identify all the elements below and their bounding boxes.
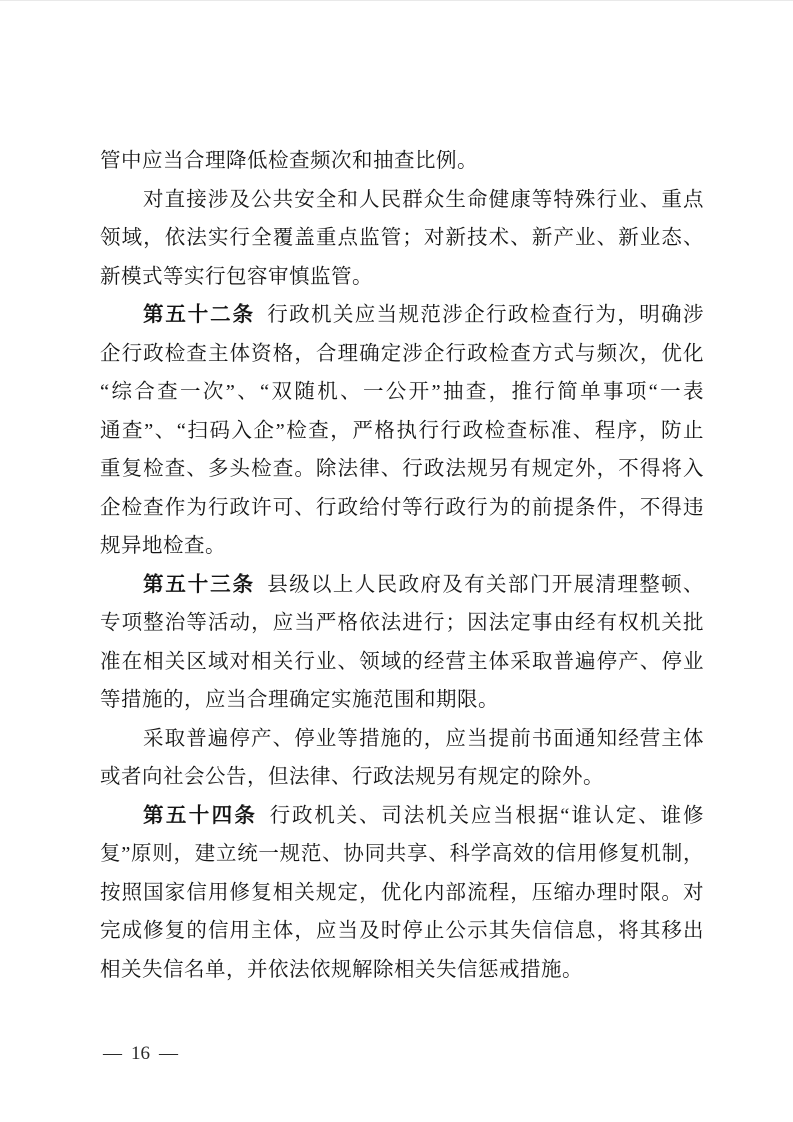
footer-left-dash: — — [103, 1043, 122, 1064]
article-number: 第五十二条 — [143, 303, 255, 326]
text-segment: 企检查作为行政许可、行政给付等行政行为的前提条件，不得违 — [100, 496, 704, 519]
text-segment: 行政机关应当规范涉企行政检查行为，明确涉 — [267, 304, 704, 326]
text-line — [100, 412, 704, 451]
text-line — [100, 566, 704, 605]
page-number: 16 — [131, 1043, 150, 1064]
text-segment: “综合查一次”、“双随机、一公开”抽查，推行简单事项“一表 — [100, 381, 704, 403]
text-segment: 领域，依法实行全覆盖重点监管；对新技术、新产业、新业态、 — [100, 227, 704, 249]
text-line — [100, 604, 704, 643]
text-line — [100, 835, 704, 874]
text-segment: 对直接涉及公共安全和人民群众生命健康等特殊行业、重点 — [143, 188, 704, 211]
text-line — [100, 296, 704, 335]
text-segment: 按照国家信用修复相关规定，优化内部流程，压缩办理时限。对 — [100, 881, 704, 904]
article-number: 第五十四条 — [143, 803, 258, 827]
text-segment: 复”原则，建立统一规范、协同共享、科学高效的信用修复机制， — [100, 843, 704, 865]
text-line — [100, 181, 704, 220]
text-segment: 完成修复的信用主体，应当及时停止公示其失信信息，将其移出 — [100, 920, 704, 942]
text-line — [100, 219, 704, 258]
text-line — [100, 758, 704, 797]
text-segment: 企行政检查主体资格，合理确定涉企行政检查方式与频次，优化 — [100, 342, 704, 365]
text-line — [100, 797, 704, 836]
text-segment: 行政机关、司法机关应当根据“谁认定、谁修 — [269, 804, 704, 827]
text-segment: 或者向社会公告，但法律、行政法规另有规定的除外。 — [100, 766, 604, 788]
text-line — [100, 720, 704, 759]
text-segment: 重复检查、多头检查。除法律、行政法规另有规定外，不得将入 — [100, 458, 704, 480]
text-segment: 县级以上人民政府及有关部门开展清理整顿、 — [267, 573, 704, 596]
text-segment: 准在相关区域对相关行业、领域的经营主体采取普遍停产、停业 — [100, 650, 704, 673]
text-line — [100, 258, 704, 297]
document-body — [100, 142, 704, 989]
text-segment: 相关失信名单，并依法依规解除相关失信惩戒措施。 — [100, 958, 583, 981]
text-segment: 专项整治等活动，应当严格依法进行；因法定事由经有权机关批 — [100, 612, 704, 634]
text-line — [100, 373, 704, 412]
page-footer — [103, 1041, 178, 1067]
text-line — [100, 874, 704, 913]
text-line — [100, 643, 704, 682]
text-line — [100, 681, 704, 720]
text-segment: 通查”、“扫码入企”检查，严格执行行政检查标准、程序，防止 — [100, 419, 704, 442]
text-line — [100, 489, 704, 528]
text-segment: 管中应当合理降低检查频次和抽查比例。 — [100, 150, 478, 172]
text-segment: 规异地检查。 — [100, 535, 226, 557]
text-line — [100, 912, 704, 951]
text-line — [100, 142, 704, 181]
footer-right-dash: — — [159, 1043, 178, 1064]
text-segment: 新模式等实行包容审慎监管。 — [100, 265, 373, 288]
text-segment: 等措施的，应当合理确定实施范围和期限。 — [100, 689, 499, 711]
text-line — [100, 450, 704, 489]
text-segment: 采取普遍停产、停业等措施的，应当提前书面通知经营主体 — [143, 727, 704, 750]
article-number: 第五十三条 — [143, 572, 255, 596]
text-line — [100, 335, 704, 374]
text-line — [100, 951, 704, 990]
text-line — [100, 527, 704, 566]
